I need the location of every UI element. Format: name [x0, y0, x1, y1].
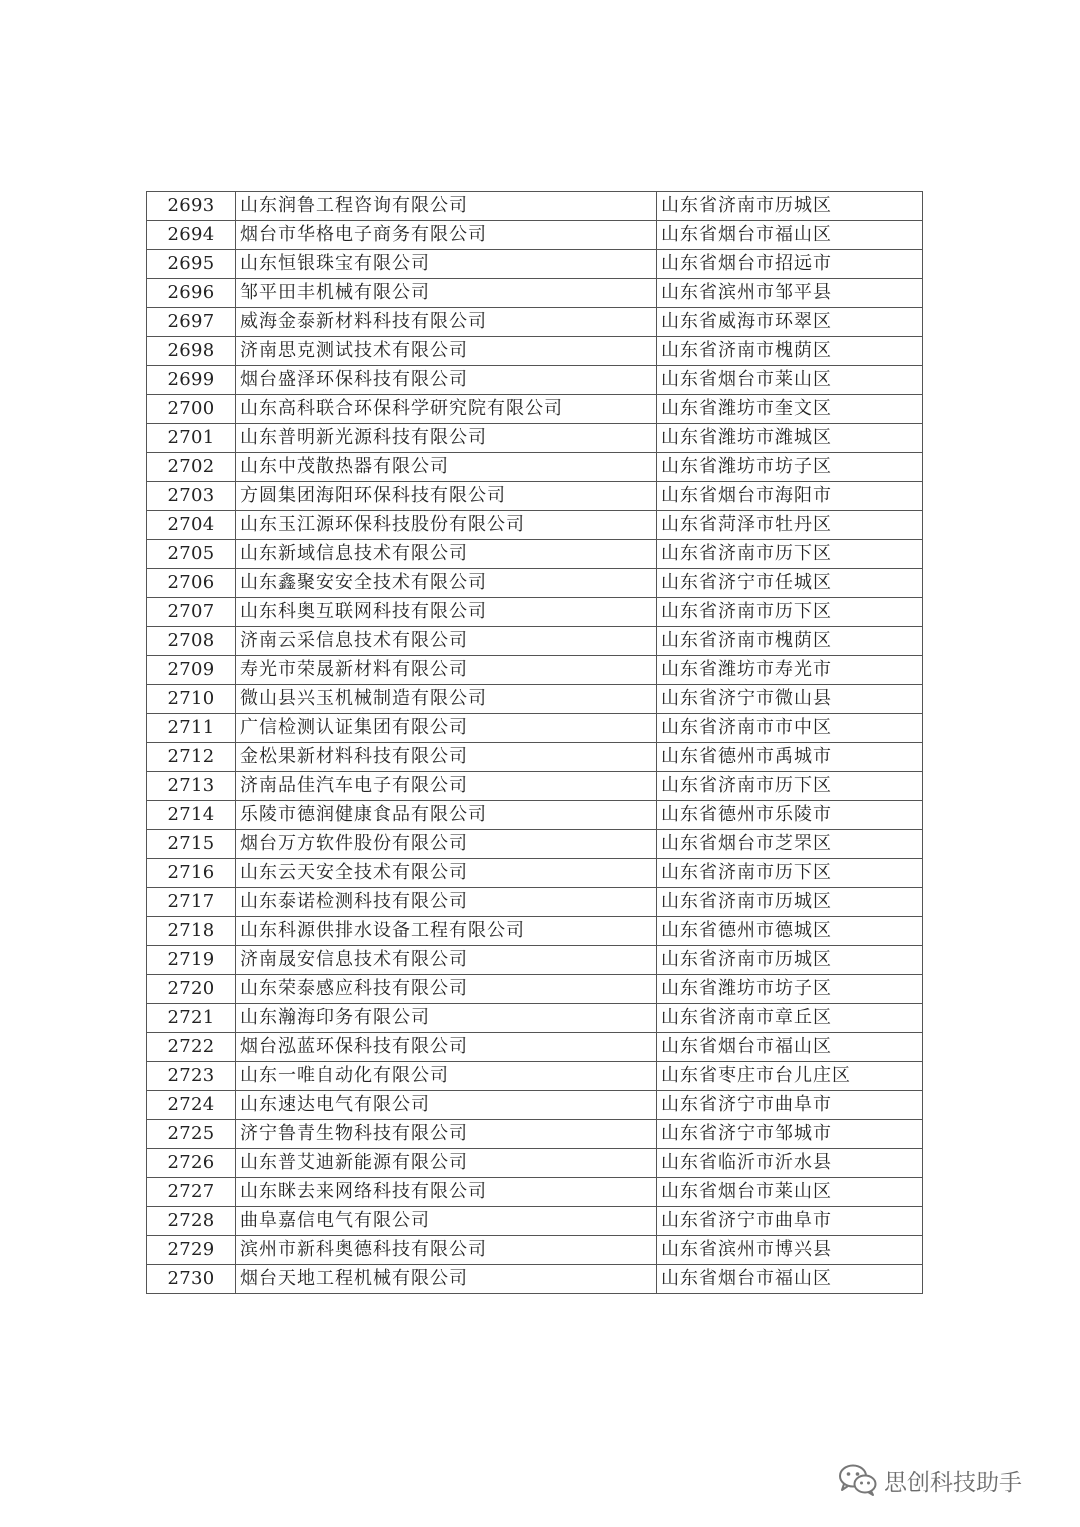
row-number: 2718	[147, 917, 236, 946]
company-name: 山东荣泰感应科技有限公司	[236, 975, 657, 1004]
company-name: 山东瀚海印务有限公司	[236, 1004, 657, 1033]
table-row	[147, 1178, 923, 1207]
row-number: 2700	[147, 395, 236, 424]
table-row	[147, 540, 923, 569]
row-number: 2714	[147, 801, 236, 830]
company-location: 山东省烟台市招远市	[657, 250, 923, 279]
table-row	[147, 598, 923, 627]
row-number: 2695	[147, 250, 236, 279]
table-row	[147, 1091, 923, 1120]
company-name: 济南晟安信息技术有限公司	[236, 946, 657, 975]
row-number: 2720	[147, 975, 236, 1004]
table-row	[147, 337, 923, 366]
table-row	[147, 482, 923, 511]
row-number: 2727	[147, 1178, 236, 1207]
row-number: 2701	[147, 424, 236, 453]
table-row	[147, 424, 923, 453]
company-name: 济南品佳汽车电子有限公司	[236, 772, 657, 801]
table-row	[147, 1062, 923, 1091]
company-location: 山东省烟台市莱山区	[657, 366, 923, 395]
company-name: 烟台盛泽环保科技有限公司	[236, 366, 657, 395]
row-number: 2717	[147, 888, 236, 917]
row-number: 2698	[147, 337, 236, 366]
company-name: 广信检测认证集团有限公司	[236, 714, 657, 743]
company-name: 山东泰诺检测科技有限公司	[236, 888, 657, 917]
company-location: 山东省滨州市邹平县	[657, 279, 923, 308]
company-location: 山东省烟台市福山区	[657, 221, 923, 250]
company-location: 山东省潍坊市坊子区	[657, 453, 923, 482]
row-number: 2713	[147, 772, 236, 801]
company-location: 山东省济宁市任城区	[657, 569, 923, 598]
company-name: 烟台泓蓝环保科技有限公司	[236, 1033, 657, 1062]
row-number: 2706	[147, 569, 236, 598]
table-row	[147, 1149, 923, 1178]
company-location: 山东省济南市槐荫区	[657, 627, 923, 656]
company-name: 山东鑫聚安安全技术有限公司	[236, 569, 657, 598]
company-name: 威海金泰新材料科技有限公司	[236, 308, 657, 337]
table-row	[147, 1236, 923, 1265]
table-row	[147, 221, 923, 250]
table-row	[147, 772, 923, 801]
table-row	[147, 279, 923, 308]
company-location: 山东省济南市市中区	[657, 714, 923, 743]
watermark	[838, 1462, 1022, 1498]
company-location: 山东省潍坊市坊子区	[657, 975, 923, 1004]
table-row	[147, 975, 923, 1004]
row-number: 2696	[147, 279, 236, 308]
table-row	[147, 1004, 923, 1033]
row-number: 2728	[147, 1207, 236, 1236]
row-number: 2721	[147, 1004, 236, 1033]
table-row	[147, 366, 923, 395]
row-number: 2708	[147, 627, 236, 656]
company-location: 山东省济南市历城区	[657, 888, 923, 917]
company-name: 烟台市华格电子商务有限公司	[236, 221, 657, 250]
company-location: 山东省德州市禹城市	[657, 743, 923, 772]
company-location: 山东省济宁市曲阜市	[657, 1207, 923, 1236]
table-row	[147, 656, 923, 685]
table-row	[147, 308, 923, 337]
company-location: 山东省济南市历城区	[657, 192, 923, 221]
row-number: 2716	[147, 859, 236, 888]
company-location: 山东省济宁市微山县	[657, 685, 923, 714]
table-row	[147, 743, 923, 772]
company-name: 烟台万方软件股份有限公司	[236, 830, 657, 859]
company-location: 山东省济南市槐荫区	[657, 337, 923, 366]
company-name: 微山县兴玉机械制造有限公司	[236, 685, 657, 714]
company-name: 济南云采信息技术有限公司	[236, 627, 657, 656]
company-location: 山东省烟台市福山区	[657, 1033, 923, 1062]
company-name: 济南思克测试技术有限公司	[236, 337, 657, 366]
row-number: 2730	[147, 1265, 236, 1294]
table-row	[147, 946, 923, 975]
row-number: 2712	[147, 743, 236, 772]
table-row	[147, 1207, 923, 1236]
company-location: 山东省潍坊市潍城区	[657, 424, 923, 453]
row-number: 2725	[147, 1120, 236, 1149]
company-list-table	[146, 191, 923, 1294]
company-name: 山东中茂散热器有限公司	[236, 453, 657, 482]
row-number: 2724	[147, 1091, 236, 1120]
table-row	[147, 192, 923, 221]
row-number: 2702	[147, 453, 236, 482]
company-location: 山东省枣庄市台儿庄区	[657, 1062, 923, 1091]
company-name: 山东眯去来网络科技有限公司	[236, 1178, 657, 1207]
row-number: 2726	[147, 1149, 236, 1178]
company-name: 山东速达电气有限公司	[236, 1091, 657, 1120]
company-location: 山东省菏泽市牡丹区	[657, 511, 923, 540]
row-number: 2722	[147, 1033, 236, 1062]
row-number: 2710	[147, 685, 236, 714]
table-row	[147, 917, 923, 946]
row-number: 2715	[147, 830, 236, 859]
company-name: 山东一唯自动化有限公司	[236, 1062, 657, 1091]
company-name: 山东新域信息技术有限公司	[236, 540, 657, 569]
company-name: 寿光市荣晟新材料有限公司	[236, 656, 657, 685]
company-name: 山东云天安全技术有限公司	[236, 859, 657, 888]
company-location: 山东省济南市历下区	[657, 540, 923, 569]
company-name: 金松果新材料科技有限公司	[236, 743, 657, 772]
company-name: 乐陵市德润健康食品有限公司	[236, 801, 657, 830]
table-row	[147, 801, 923, 830]
company-name: 烟台天地工程机械有限公司	[236, 1265, 657, 1294]
company-location: 山东省潍坊市寿光市	[657, 656, 923, 685]
company-location: 山东省烟台市芝罘区	[657, 830, 923, 859]
company-name: 曲阜嘉信电气有限公司	[236, 1207, 657, 1236]
row-number: 2723	[147, 1062, 236, 1091]
table-row	[147, 511, 923, 540]
company-name: 山东普艾迪新能源有限公司	[236, 1149, 657, 1178]
table-row	[147, 859, 923, 888]
company-location: 山东省临沂市沂水县	[657, 1149, 923, 1178]
company-location: 山东省济南市历下区	[657, 598, 923, 627]
company-location: 山东省烟台市莱山区	[657, 1178, 923, 1207]
company-name: 济宁鲁青生物科技有限公司	[236, 1120, 657, 1149]
company-location: 山东省烟台市福山区	[657, 1265, 923, 1294]
company-location: 山东省济南市历下区	[657, 772, 923, 801]
company-name: 滨州市新科奥德科技有限公司	[236, 1236, 657, 1265]
company-location: 山东省济宁市曲阜市	[657, 1091, 923, 1120]
row-number: 2705	[147, 540, 236, 569]
row-number: 2707	[147, 598, 236, 627]
row-number: 2711	[147, 714, 236, 743]
company-name: 山东科源供排水设备工程有限公司	[236, 917, 657, 946]
row-number: 2709	[147, 656, 236, 685]
table-row	[147, 888, 923, 917]
table-row	[147, 830, 923, 859]
table-row	[147, 569, 923, 598]
company-location: 山东省济南市章丘区	[657, 1004, 923, 1033]
row-number: 2693	[147, 192, 236, 221]
company-location: 山东省济南市历下区	[657, 859, 923, 888]
row-number: 2694	[147, 221, 236, 250]
company-name: 山东高科联合环保科学研究院有限公司	[236, 395, 657, 424]
row-number: 2719	[147, 946, 236, 975]
watermark-text: 思创科技助手	[884, 1469, 1022, 1496]
row-number: 2699	[147, 366, 236, 395]
table-row	[147, 685, 923, 714]
company-name: 山东玉江源环保科技股份有限公司	[236, 511, 657, 540]
table-row	[147, 453, 923, 482]
row-number: 2704	[147, 511, 236, 540]
row-number: 2703	[147, 482, 236, 511]
table-body	[147, 192, 923, 1294]
table-row	[147, 627, 923, 656]
company-location: 山东省威海市环翠区	[657, 308, 923, 337]
company-location: 山东省烟台市海阳市	[657, 482, 923, 511]
company-location: 山东省潍坊市奎文区	[657, 395, 923, 424]
company-name: 山东普明新光源科技有限公司	[236, 424, 657, 453]
row-number: 2729	[147, 1236, 236, 1265]
company-name: 方圆集团海阳环保科技有限公司	[236, 482, 657, 511]
company-name: 山东科奥互联网科技有限公司	[236, 598, 657, 627]
company-name: 邹平田丰机械有限公司	[236, 279, 657, 308]
table-row	[147, 395, 923, 424]
table-row	[147, 714, 923, 743]
company-location: 山东省德州市乐陵市	[657, 801, 923, 830]
company-location: 山东省德州市德城区	[657, 917, 923, 946]
table-row	[147, 250, 923, 279]
company-location: 山东省滨州市博兴县	[657, 1236, 923, 1265]
table-row	[147, 1120, 923, 1149]
row-number: 2697	[147, 308, 236, 337]
company-name: 山东恒银珠宝有限公司	[236, 250, 657, 279]
company-name: 山东润鲁工程咨询有限公司	[236, 192, 657, 221]
table-row	[147, 1033, 923, 1062]
table-row	[147, 1265, 923, 1294]
company-location: 山东省济宁市邹城市	[657, 1120, 923, 1149]
company-location: 山东省济南市历城区	[657, 946, 923, 975]
wechat-icon	[838, 1463, 878, 1497]
